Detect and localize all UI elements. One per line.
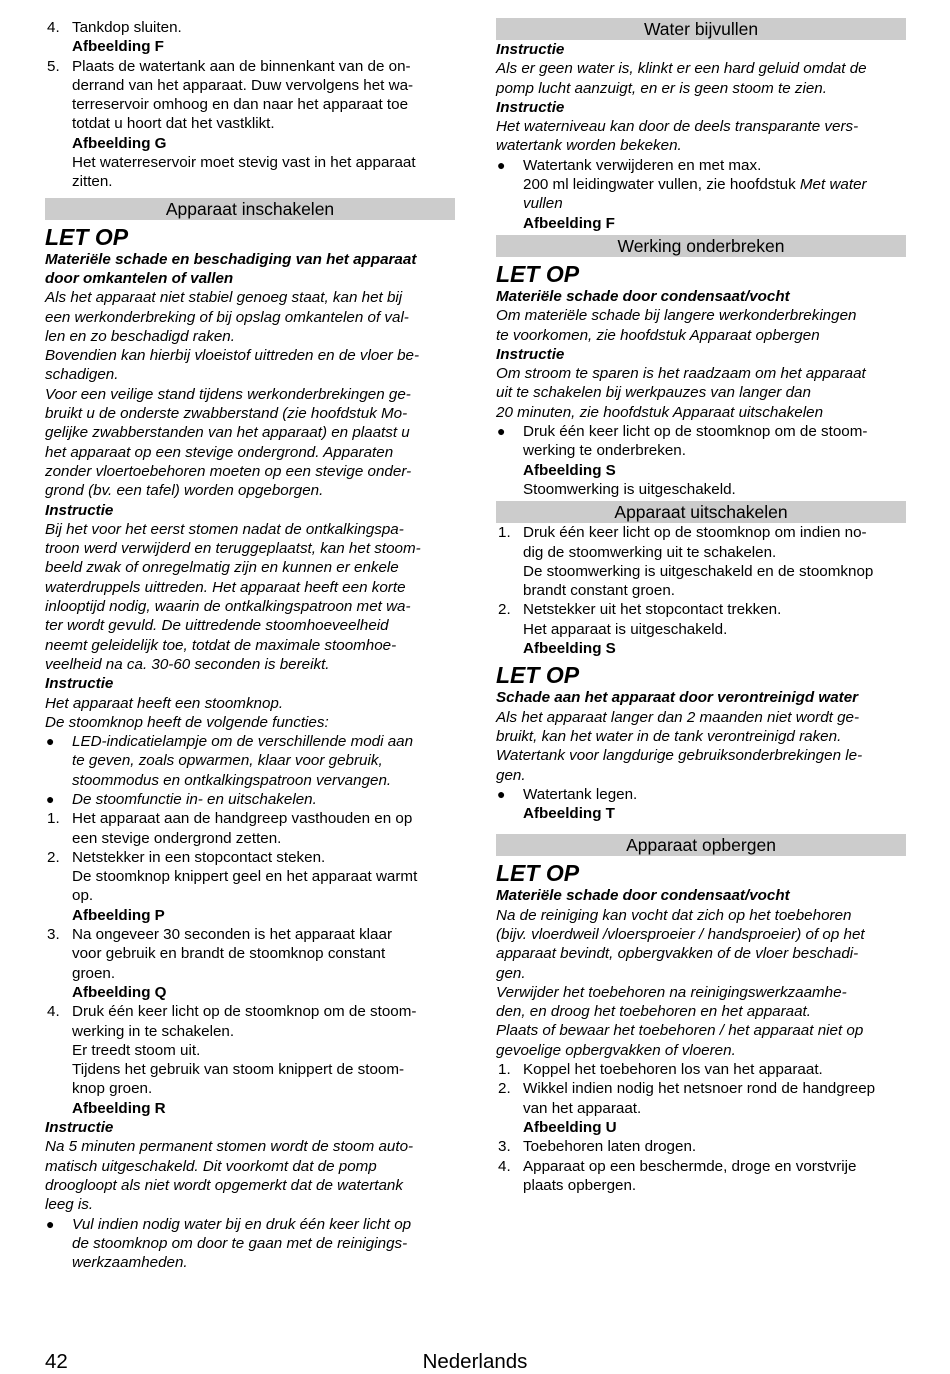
notice-text: Het waterniveau kan door de deels transparante vers- watertank worden bekeken. (496, 118, 859, 155)
figure-reference: Afbeelding S (523, 461, 616, 479)
page-number: 42 (45, 1350, 68, 1373)
figure-reference: Afbeelding F (523, 214, 615, 232)
notice-heading: Materiële schade door condensaat/vocht (496, 287, 790, 305)
figure-reference: Afbeelding G (72, 134, 167, 152)
bullet-icon: ● (497, 785, 506, 802)
notice-text: Het apparaat heeft een stoomknop. De stoomknop heeft de volgende functies: (45, 694, 329, 731)
section-heading: Werking onderbreken (496, 235, 906, 257)
warning-title: LET OP (496, 260, 580, 287)
step-number: 3. (47, 926, 60, 944)
section-heading: Apparaat opbergen (496, 834, 906, 856)
figure-reference: Afbeelding S (523, 640, 616, 658)
numbered-step: 3. Toebehoren laten drogen. (498, 1138, 697, 1156)
bullet-item: ● Vul indien nodig water bij en druk één keer licht op de stoomknop om door te gaan met de reinigings- werkzaamheden. (46, 1215, 412, 1272)
step-number: 3. (498, 1138, 511, 1156)
numbered-step: 4. Druk één keer licht op de stoomknop om de stoom- werking in te schakelen. Er treedt stoom uit. Tijdens het gebruik van stoom knippert de stoom- knop groen. (47, 1003, 417, 1098)
step-number: 2. (47, 848, 60, 866)
step-number: 4. (498, 1157, 511, 1175)
step-number: 1. (47, 810, 60, 828)
step-number: 5. (47, 57, 60, 75)
step-number: 4. (47, 19, 60, 36)
notice-heading: Instructie (496, 345, 565, 363)
bullet-item: ● Druk één keer licht op de stoomknop om de stoom- werking te onderbreken. (497, 423, 868, 460)
step-number: 2. (498, 1080, 511, 1098)
bullet-icon: ● (46, 733, 55, 750)
section-heading: Apparaat uitschakelen (496, 501, 906, 523)
bullet-item: ● Watertank legen. (497, 785, 638, 803)
left-column (45, 18, 455, 1272)
numbered-step: 1. Het apparaat aan de handgreep vasthouden en op een stevige ondergrond zetten. (47, 810, 413, 847)
step-number: 2. (498, 601, 511, 619)
step-number: 1. (498, 524, 511, 542)
notice-text: Als het apparaat niet stabiel genoeg staat, kan het bij een werkonderbreking of bij opslag omkantelen of val- len en zo beschadigd raken. Bovendien kan hierbij vloeistof uittreden en de vloer be- schadigen. Voor een veilige stand tijdens werkonderbrekingen ge- bruikt u de onderste zwabberstand (zie hoofdstuk Mo- gelijke zwabberstanden van het apparaat) en plaatst u het apparaat op een stevige ondergrond. Apparaten zonder vloertoebehoren moeten op een stevige onder- grond (bv. een tafel) worden opgeborgen. (45, 289, 420, 500)
notice-text: Bij het voor het eerst stomen nadat de ontkalkingspa- troon werd verwijderd en teruggeplaatst, kan het stoom- beeld zwak of onregelmatig zijn en kunnen er enkele waterdruppels uittreden. Het apparaat heeft een korte inlooptijd nodig, waarin de ontkalkingspatroon met wa- ter wordt gevuld. De uittredende stoomhoeveelheid neemt geleidelijk toe, totdat de maximale stoomhoe- veelheid na ca. 30-60 seconden is bereikt. (45, 520, 421, 673)
step-number: 1. (498, 1061, 511, 1079)
notice-heading: Materiële schade door condensaat/vocht (496, 887, 790, 905)
bullet-item: ● LED-indicatielampje om de verschillende modi aan te geven, zoals opwarmen, klaar voor gebruik, stoommodus en ontkalkingspatroon vervangen. (46, 733, 414, 789)
bullet-item: ● Watertank verwijderen en met max. 200 ml leidingwater vullen, zie hoofdstuk Met water vullen (497, 156, 867, 213)
bullet-icon: ● (497, 156, 506, 173)
section-heading: Water bijvullen (496, 18, 906, 40)
notice-heading: Instructie (45, 675, 114, 693)
notice-text: Om stroom te sparen is het raadzaam om het apparaat uit te schakelen bij werkpauzes van langer dan 20 minuten, zie hoofdstuk Apparaat uitschakelen (496, 365, 866, 421)
numbered-step: 4. Apparaat op een beschermde, droge en vorstvrije plaats opbergen. (498, 1157, 857, 1194)
bullet-icon: ● (46, 1215, 55, 1232)
section-heading: Apparaat inschakelen (45, 198, 455, 220)
notice-heading: Materiële schade en beschadiging van het apparaat door omkantelen of vallen (45, 250, 417, 287)
step-result: Stoomwerking is uitgeschakeld. (523, 480, 736, 498)
figure-reference: Afbeelding R (72, 1099, 166, 1117)
notice-heading: Schade aan het apparaat door verontreinigd water (496, 689, 859, 707)
numbered-step: 2. Netstekker uit het stopcontact trekken. Het apparaat is uitgeschakeld. (498, 601, 782, 638)
bullet-icon: ● (497, 423, 506, 440)
numbered-step: 1. Koppel het toebehoren los van het apparaat. (498, 1061, 823, 1079)
numbered-step: 4. Tankdop sluiten. (47, 19, 182, 36)
bullet-icon: ● (46, 790, 55, 807)
notice-heading: Instructie (496, 41, 565, 58)
figure-reference: Afbeelding T (523, 805, 615, 823)
numbered-step: 1. Druk één keer licht op de stoomknop om indien no- dig de stoomwerking uit te schakelen. De stoomwerking is uitgeschakeld en de stoomknop brandt constant groen. (498, 524, 874, 600)
notice-heading: Instructie (496, 98, 565, 116)
warning-title: LET OP (45, 223, 129, 250)
notice-heading: Instructie (45, 501, 114, 519)
step-number: 4. (47, 1003, 60, 1021)
right-column (496, 18, 906, 1195)
warning-title: LET OP (496, 860, 580, 887)
numbered-step: 5. Plaats de watertank aan de binnenkant van de on- derrand van het apparaat. Duw vervolgens het wa- terreservoir omhoog en dan naar het apparaat toe totdat u hoort dat het vastklikt. (47, 57, 414, 133)
notice-text: Om materiële schade bij langere werkonderbrekingen te voorkomen, zie hoofdstuk Apparaat opbergen (496, 307, 857, 344)
figure-reference: Afbeelding Q (72, 983, 167, 1001)
figure-reference: Afbeelding F (72, 38, 164, 56)
notice-heading: Instructie (45, 1119, 114, 1137)
figure-reference: Afbeelding P (72, 906, 165, 924)
figure-reference: Afbeelding U (523, 1118, 617, 1136)
numbered-step: 2. Wikkel indien nodig het netsnoer rond de handgreep van het apparaat. (498, 1080, 876, 1117)
footer-language: Nederlands (422, 1350, 528, 1373)
notice-text: Na 5 minuten permanent stomen wordt de stoom auto- matisch uitgeschakeld. Dit voorkomt dat de pomp droogloopt als niet wordt opgemerkt dat de watertank leeg is. (45, 1138, 414, 1214)
warning-title: LET OP (496, 662, 580, 689)
numbered-step: 3. Na ongeveer 30 seconden is het apparaat klaar voor gebruik en brandt de stoomknop constant groen. (47, 926, 392, 982)
numbered-step: 2. Netstekker in een stopcontact steken. De stoomknop knippert geel en het apparaat warmt op. (47, 848, 418, 905)
notice-text: Na de reiniging kan vocht dat zich op het toebehoren (bijv. vloerdweil /vloersproeier / handsproeier) of op het apparaat bevindt, opbergvakken of de vloer beschadi- gen. Verwijder het toebehoren na reinigingswerkzaamhe- den, en droog het toebehoren en het apparaat. Plaats of bewaar het toebehoren / het apparaat niet op gevoelige opbergvakken of vloeren. (496, 906, 865, 1059)
notice-text: Als het apparaat langer dan 2 maanden niet wordt ge- bruikt, kan het water in de tank verontreinigd raken. Watertank voor langdurige gebruiksonderbrekingen le- gen. (496, 708, 863, 784)
bullet-item: ● De stoomfunctie in- en uitschakelen. (46, 790, 317, 808)
notice-text: Als er geen water is, klinkt er een hard geluid omdat de pomp lucht aanzuigt, en er is geen stoom te zien. (496, 60, 867, 97)
spacer (496, 823, 906, 834)
step-result: Het waterreservoir moet stevig vast in het apparaat zitten. (72, 154, 416, 191)
